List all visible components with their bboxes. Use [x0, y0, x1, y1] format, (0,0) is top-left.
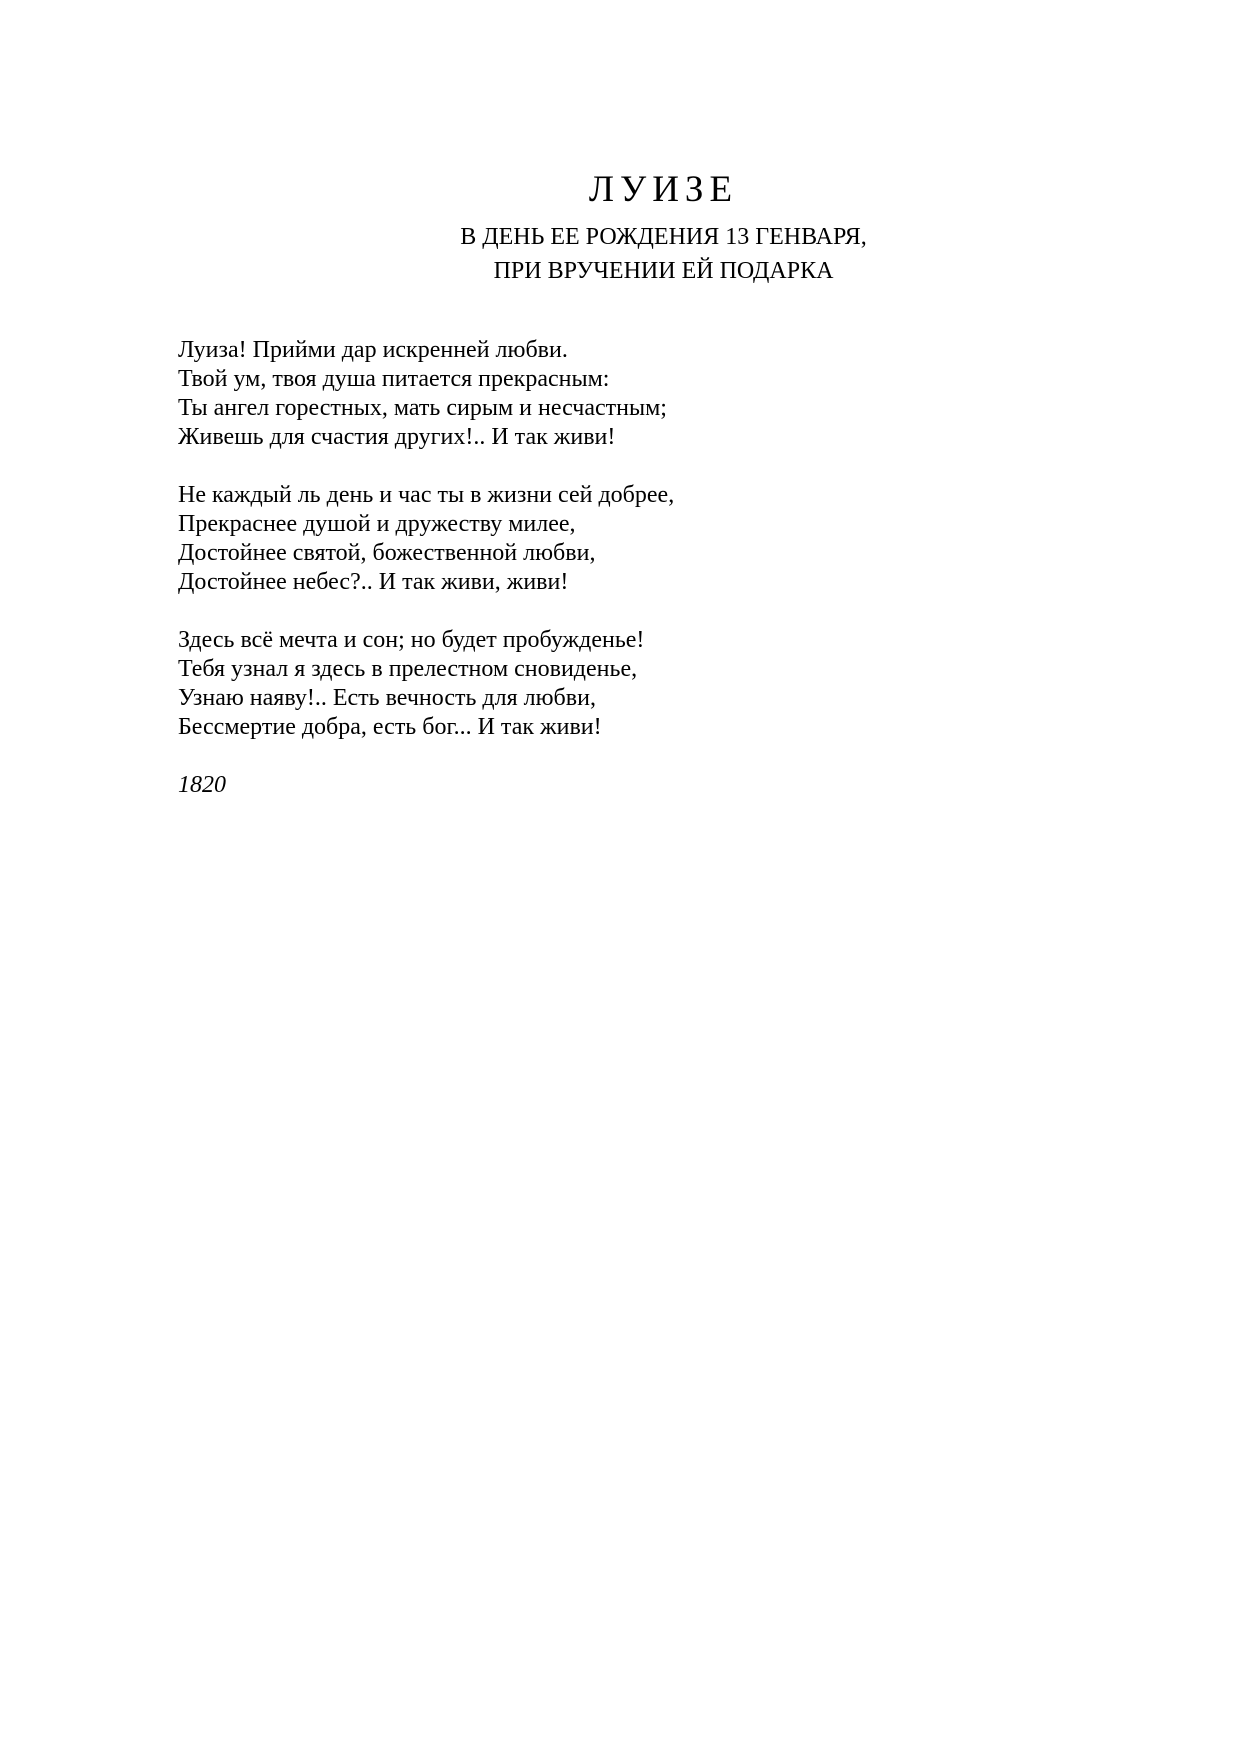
stanza-3 [178, 626, 1178, 742]
poem-line: Достойнее небес?.. И так живи, живи! [178, 569, 569, 595]
poem-body [178, 336, 1178, 800]
poem-line: Достойнее святой, божественной любви, [178, 540, 596, 566]
poem-line: Бессмертие добра, есть бог... И так живи! [178, 714, 602, 740]
poem-subtitle-line-2: ПРИ ВРУЧЕНИИ ЕЙ ПОДАРКА [493, 258, 834, 284]
poem-line: Тебя узнал я здесь в прелестном сновиденье, [178, 656, 638, 682]
poem-line: Прекраснее душой и дружеству милее, [178, 511, 576, 537]
poem-line: Ты ангел горестных, мать сирым и несчастным; [178, 395, 667, 421]
poem-line: Не каждый ль день и час ты в жизни сей добрее, [178, 482, 675, 508]
poem-title: ЛУИЗЕ [588, 169, 739, 210]
poem-line: Здесь всё мечта и сон; но будет пробужденье! [178, 627, 645, 653]
stanza-1 [178, 336, 1178, 452]
poem-line: Узнаю наяву!.. Есть вечность для любви, [178, 685, 596, 711]
stanza-2 [178, 481, 1178, 597]
poem-line: Луиза! Прийми дар искренней любви. [178, 337, 568, 363]
poem-subtitle-line-1: В ДЕНЬ ЕЕ РОЖДЕНИЯ 13 ГЕНВАРЯ, [460, 224, 867, 250]
poem-date: 1820 [178, 772, 226, 798]
poem-line: Твой ум, твоя душа питается прекрасным: [178, 366, 610, 392]
poem-line: Живешь для счастия других!.. И так живи! [178, 424, 616, 450]
